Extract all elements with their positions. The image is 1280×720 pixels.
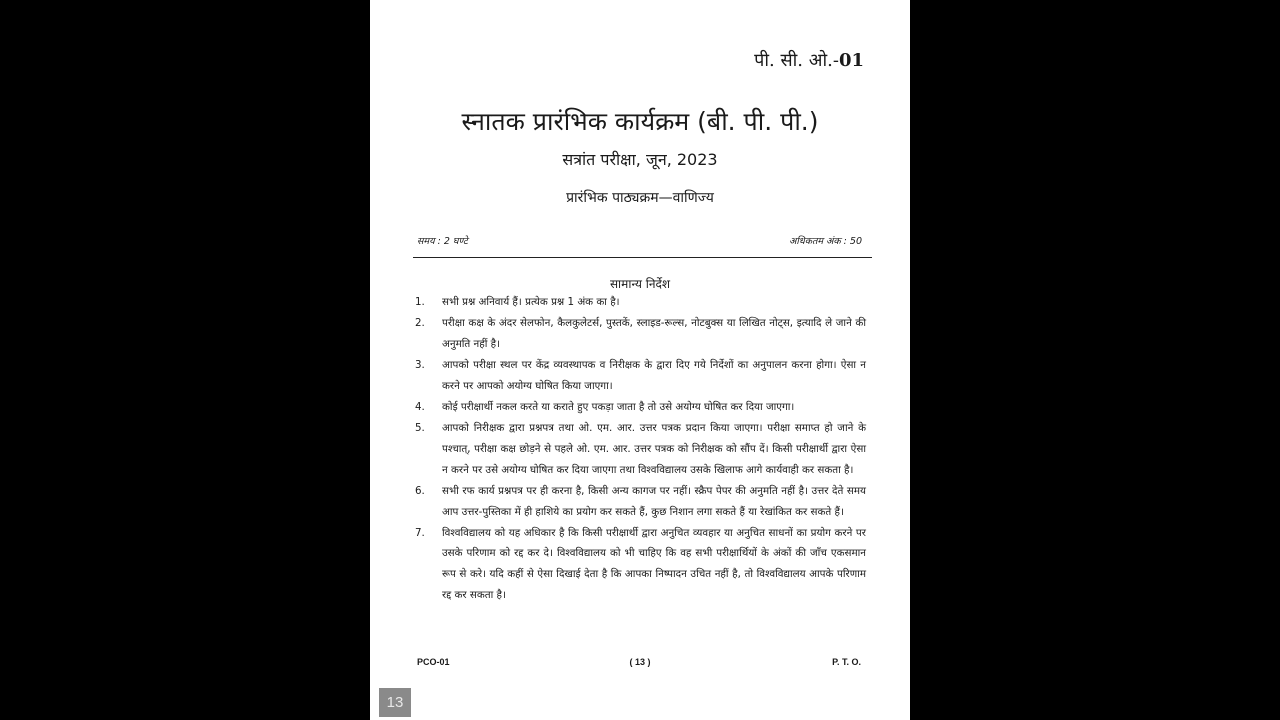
exam-session: सत्रांत परीक्षा, जून, 2023 [562,150,718,169]
paper-code [754,48,864,72]
course-name: प्रारंभिक पाठ्यक्रम—वाणिज्य [566,190,714,206]
instruction-text: आपको निरीक्षक द्वारा प्रश्नपत्र तथा ओ. एम. आर. उत्तर पत्रक प्रदान किया जाएगा। परीक्षा समाप्त हो जाने के पश्चात्, परीक्षा कक्ष छोड़ने से पहले ओ. एम. आर. उत्तर पत्रक को निरीक्षक को सौंप दें। किसी परीक्षार्थी द्वारा ऐसा न करने पर उसे अयोग्य घोषित कर दिया जाएगा तथा विश्वविद्यालय उसके खिलाफ आगे कार्यवाही कर सकता है। [442,422,866,476]
instructions-list [415,292,866,606]
instruction-text: परीक्षा कक्ष के अंदर सेलफोन, कैलकुलेटर्स, पुस्तकें, स्लाइड-रूल्स, नोटबुक्स या लिखित नोट्स, इत्यादि ले जाने की अनुमति नहीं है। [442,317,866,350]
instruction-number: 2. [415,317,425,330]
footer-pto: P. T. O. [832,657,861,667]
instruction-text: कोई परीक्षार्थी नकल करते या कराते हुए पकड़ा जाता है तो उसे अयोग्य घोषित कर दिया जाएगा। [442,401,795,414]
paper-code-prefix: पी. सी. ओ.- [754,50,839,71]
instruction-text: सभी रफ कार्य प्रश्नपत्र पर ही करना है, किसी अन्य कागज पर नहीं। स्क्रैप पेपर की अनुमति नहीं है। उत्तर देते समय आप उत्तर-पुस्तिका में ही हाशिये का प्रयोग कर सकते हैं, कुछ निशान लगा सकते हैं या रेखांकित कर सकते हैं। [442,484,866,518]
instruction-number: 5. [415,422,425,435]
instruction-number: 1. [415,296,425,308]
exam-time: समय : 2 घण्टे [417,236,468,247]
instruction-number: 4. [415,401,425,414]
instruction-text: आपको परीक्षा स्थल पर केंद्र व्यवस्थापक व निरीक्षक के द्वारा दिए गये निर्देशों का अनुपालन करना होगा। ऐसा न करने पर आपको अयोग्य घोषित किया जाएगा। [442,359,866,392]
footer-code: PCO-01 [417,657,450,667]
instruction-item [415,313,866,354]
max-marks: अधिकतम अंक : 50 [789,236,862,247]
instruction-number: 6. [415,484,425,497]
page-number-badge: 13 [379,688,411,717]
instruction-item [415,292,866,313]
programme-title: स्नातक प्रारंभिक कार्यक्रम (बी. पी. पी.) [461,107,819,136]
divider [413,257,872,258]
instruction-number: 7. [415,526,425,539]
instruction-item [415,355,866,396]
instruction-number: 3. [415,359,425,372]
footer-page-number: ( 13 ) [629,657,651,667]
instruction-text: विश्वविद्यालय को यह अधिकार है कि किसी परीक्षार्थी द्वारा अनुचित व्यवहार या अनुचित साधनों का प्रयोग करने पर उसके परिणाम को रद्द कर दे। विश्वविद्यालय को भी चाहिए कि वह सभी परीक्षार्थियों के अंकों की जाँच एकसमान रूप से करे। यदि कहीं से ऐसा दिखाई देता है कि आपका निष्पादन उचित नहीं है, तो विश्वविद्यालय आपके परिणाम रद्द कर सकता है। [442,526,866,601]
instructions-heading: सामान्य निर्देश [609,277,671,291]
instruction-item [415,523,866,606]
instruction-item [415,418,866,480]
document-page [370,0,910,720]
instruction-text: सभी प्रश्न अनिवार्य हैं। प्रत्येक प्रश्न 1 अंक का है। [442,296,620,308]
paper-code-number: 01 [838,50,864,71]
instruction-item [415,481,866,522]
instruction-item [415,397,866,418]
